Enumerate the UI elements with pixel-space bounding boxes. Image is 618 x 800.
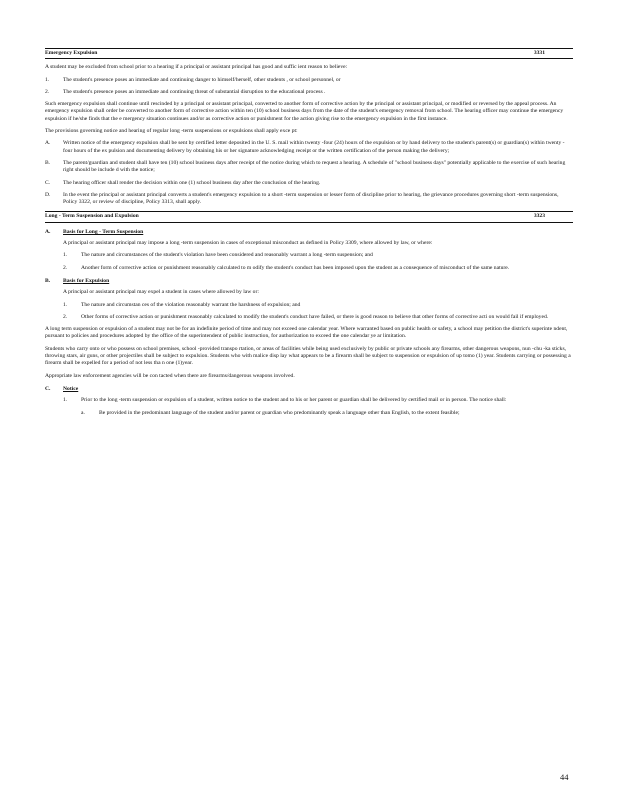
document-page (45, 46, 573, 422)
list-item (45, 180, 573, 187)
list-text: The parent/guardian and student shall have ten (10) school business days after receipt of the notice during which to request a hearing. A schedule of "school business days" potentially applicable to the exercise of such hearing right should be include d with the notice; (63, 159, 566, 174)
list-label: 1. (63, 301, 68, 308)
list-text: The student's presence poses an immediate and continuing threat of substantial disruption to the educational process . (63, 88, 326, 95)
section-label: C. (45, 385, 51, 392)
list-text: The nature and circumstan ces of the violation reasonably warrant the harshness of expulsion; and (81, 301, 301, 308)
list-label: 1. (45, 76, 50, 83)
section-title: Notice (63, 385, 79, 392)
policy-number: 3323 (533, 213, 545, 220)
paragraph: Such emergency expulsion shall continue until rescinded by a principal or assistant principal, converted to another form of corrective action by the principal or assistant principal, or modified or reversed by the appeal process. An emergency expulsion shall order be converted to another form of corrective action within ten (10) school business days from the date of the student's emergency removal from school. The hearing officer may continue the emergency expulsion if he/she finds that the e mergency situation continues and/or as corrective action or punishment for the action giving rise to the emergency expulsion in the first instance. (45, 101, 564, 122)
policy-title: Emergency Expulsion (45, 50, 98, 56)
list-item (45, 192, 573, 207)
paragraph: A long term suspension or expulsion of a student may not be for an indefinite period of time and may not exceed one calendar year. Where warranted based on public health or safety, a school may petition the district's superinte ndent, pursuant to policies and procedures adopted by the office of the superintendent of public instruction, for authorization to exceed the one calendar ye ar limitation. (45, 326, 568, 340)
section-heading (45, 386, 573, 393)
section-title: Basis for Expulsion (63, 277, 110, 284)
list-item (45, 160, 573, 175)
section-body (63, 289, 573, 321)
policy-title: Long - Term Suspension and Expulsion (45, 213, 139, 220)
section-body (63, 240, 573, 272)
list-item (45, 77, 573, 84)
list-item (81, 410, 573, 417)
list-text: The hearing officer shall render the decision within one (1) school business day after the conclusion of the hearing. (63, 179, 321, 186)
list-label: 2. (45, 88, 50, 95)
list-text: Prior to the long -term suspension or expulsion of a student, written notice to the student and to his or her parent or guardian shall be delivered by certified mail or in person. The notice shall: (81, 397, 507, 404)
list-text: Another form of corrective action or punishment reasonably calculated to m odify the student's conduct has been imposed upon the student as a consequence of misconduct of the same nature. (81, 264, 510, 271)
list-label: 1. (63, 397, 68, 404)
section-label: B. (45, 277, 51, 284)
list-text: Written notice of the emergency expulsion shall be sent by certified letter deposited in the U. S. mail within twenty -four (24) hours of the expulsion or by hand delivery to the student's parent(s) or guardian(s) within twenty -four hours of the ex pulsion and documenting delivery by obtaining his or her signature acknowledging receipt or the written certification of the person making the delivery; (63, 140, 565, 154)
list-item (63, 397, 573, 404)
list-label: 1. (63, 252, 68, 259)
policy-header-3323 (45, 211, 573, 222)
list-item (63, 314, 573, 321)
list-label: C. (45, 179, 51, 186)
policy-number: 3331 (533, 50, 545, 56)
paragraph: A principal or assistant principal may expel a student in cases where allowed by law or: (63, 289, 259, 296)
list-label: A. (45, 140, 51, 147)
list-label: B. (45, 159, 51, 166)
sub-list (81, 410, 573, 417)
paragraph: The provisions governing notice and hearing of regular long -term suspensions or expulsions shall apply exce pt: (45, 128, 298, 135)
list-text: In the event the principal or assistant principal converts a student's emergency expulsion to a short -term suspension or lesser form of discipline prior to hearing, the grievance procedures governing short -term suspensions, Policy 3322, or review of discipline, Policy 3313, shall apply. (63, 191, 559, 206)
policy-header-3331 (45, 48, 573, 59)
section-body (63, 397, 573, 417)
paragraph: Students who carry onto or who possess on school premises, school -provided transpo rtation, or areas of facilities while being used exclusively by public or private schools any firearms, other dangerous weapons, nun -chu -ka sticks, throwing stars, air guns, or other projectiles shall be subject to expulsion. Students who with malice disp lay what appears to be a firearm shall be subject to suspension or expulsion of up tomo (1) year. Students carrying or possessing a firearm shall be expelled for a period of not less tha n one (1)year. (45, 345, 571, 367)
list-text: The nature and circumstances of the student's violation have been considered and reasonably warrant a long -term suspension; and (81, 252, 373, 259)
paragraph: A principal or assistant principal may impose a long -term suspension in cases of exceptional misconduct as defined in Policy 3309, where allowed by law, or where: (63, 240, 433, 247)
list-text: Be provided in the predominant language of the student and/or parent or guardian who predominantly speak a language other than English, to the extent feasible; (99, 409, 460, 416)
list-item (45, 140, 573, 155)
paragraph: Appropriate law enforcement agencies will be con tacted when there are firearms/dangerous weapons involved. (45, 372, 295, 379)
list-label: D. (45, 191, 51, 198)
paragraph: A student may be excluded from school prior to a hearing if a principal or assistant principal has good and suffic ient reason to believe: (45, 64, 348, 71)
list-item (63, 302, 573, 309)
list-item (45, 89, 573, 96)
section-label: A. (45, 228, 51, 235)
section-heading (45, 278, 573, 285)
list-item (63, 265, 573, 272)
list-text: The student's presence poses an immediate and continuing danger to himself/herself, other students , or school personnel, or (63, 76, 341, 83)
list-item (63, 252, 573, 259)
list-label: 2. (63, 264, 68, 271)
section-heading (45, 229, 573, 236)
section-title: Basis for Long - Term Suspension (63, 228, 144, 235)
list-label: a. (81, 409, 85, 416)
list-label: 2. (63, 313, 68, 320)
page-number: 44 (560, 772, 569, 782)
list-text: Other forms of corrective action or punishment reasonably calculated to modify the student's conduct have failed, or there is good reason to believe that other forms of corrective acti on would fail if employed. (81, 313, 549, 320)
